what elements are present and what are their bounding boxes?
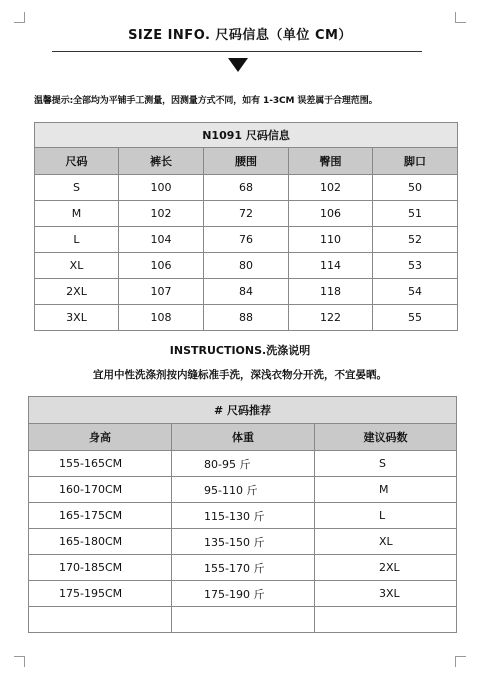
table-cell: 3XL [315,581,457,607]
table-cell: XL [315,529,457,555]
table-cell: S [35,175,119,201]
table-cell: 95-110 斤 [172,477,315,503]
table-cell: 2XL [35,279,119,305]
table-row [35,305,458,331]
table-cell: 102 [289,175,373,201]
empty-row [29,607,457,633]
table-cell: 80 [204,253,289,279]
table-cell: 52 [373,227,458,253]
column-header: 脚口 [373,148,458,175]
table-cell: 155-165CM [29,451,172,477]
table-cell: S [315,451,457,477]
crop-mark-bottom-left [14,656,25,667]
table-row [35,175,458,201]
table-cell: 50 [373,175,458,201]
table-cell: 175-190 斤 [172,581,315,607]
table-cell: L [315,503,457,529]
table-cell: 106 [119,253,204,279]
column-header: 体重 [172,424,315,451]
instructions-title: INSTRUCTIONS.洗涤说明 [169,344,311,357]
column-header: 裤长 [119,148,204,175]
down-arrow-icon [228,58,248,72]
table-cell: 106 [289,201,373,227]
table-cell: 160-170CM [29,477,172,503]
table-row [29,555,457,581]
table-cell: 51 [373,201,458,227]
table-cell: 102 [119,201,204,227]
table-cell: 122 [289,305,373,331]
table-cell: 55 [373,305,458,331]
table-cell: 175-195CM [29,581,172,607]
size-table-caption: N1091 尺码信息 [35,123,458,148]
size-info-table [34,122,458,331]
table-row [35,279,458,305]
page-title: SIZE INFO. 尺码信息（单位 CM） [128,28,352,43]
crop-mark-top-right [455,12,466,23]
table-cell: XL [35,253,119,279]
table-cell: 104 [119,227,204,253]
table-cell: 84 [204,279,289,305]
table-cell: 155-170 斤 [172,555,315,581]
table-cell: 114 [289,253,373,279]
empty-cell [29,607,172,633]
table-cell: M [35,201,119,227]
recommend-table-header [29,424,457,451]
table-cell: 2XL [315,555,457,581]
table-cell: 110 [289,227,373,253]
table-cell: 165-180CM [29,529,172,555]
column-header: 臀围 [289,148,373,175]
table-row [29,451,457,477]
column-header: 建议码数 [315,424,457,451]
empty-cell [315,607,457,633]
table-cell: 54 [373,279,458,305]
instructions-text: 宜用中性洗涤剂按内缝标准手洗，深浅衣物分开洗，不宜晏晒。 [93,369,387,381]
size-recommend-table [28,396,457,633]
table-row [29,477,457,503]
table-cell: 115-130 斤 [172,503,315,529]
table-cell: 53 [373,253,458,279]
recommend-table-caption: # 尺码推荐 [29,397,457,424]
table-cell: 107 [119,279,204,305]
table-row [29,503,457,529]
table-cell: 88 [204,305,289,331]
table-cell: L [35,227,119,253]
column-header: 身高 [29,424,172,451]
column-header: 腰围 [204,148,289,175]
table-cell: 170-185CM [29,555,172,581]
table-row [29,529,457,555]
table-cell: 118 [289,279,373,305]
table-row [35,201,458,227]
size-table-header [35,148,458,175]
crop-mark-bottom-right [455,656,466,667]
table-cell: 68 [204,175,289,201]
table-cell: 135-150 斤 [172,529,315,555]
table-cell: 108 [119,305,204,331]
table-cell: 72 [204,201,289,227]
table-row [29,581,457,607]
table-cell: 80-95 斤 [172,451,315,477]
table-cell: 100 [119,175,204,201]
column-header: 尺码 [35,148,119,175]
table-cell: 76 [204,227,289,253]
table-cell: M [315,477,457,503]
title-divider [52,51,422,52]
measurement-notice: 温馨提示:全部均为平铺手工测量，因测量方式不同，如有 1-3CM 误差属于合理范围。 [34,96,378,106]
table-row [35,227,458,253]
empty-cell [172,607,315,633]
table-cell: 165-175CM [29,503,172,529]
table-cell: 3XL [35,305,119,331]
table-row [35,253,458,279]
crop-mark-top-left [14,12,25,23]
